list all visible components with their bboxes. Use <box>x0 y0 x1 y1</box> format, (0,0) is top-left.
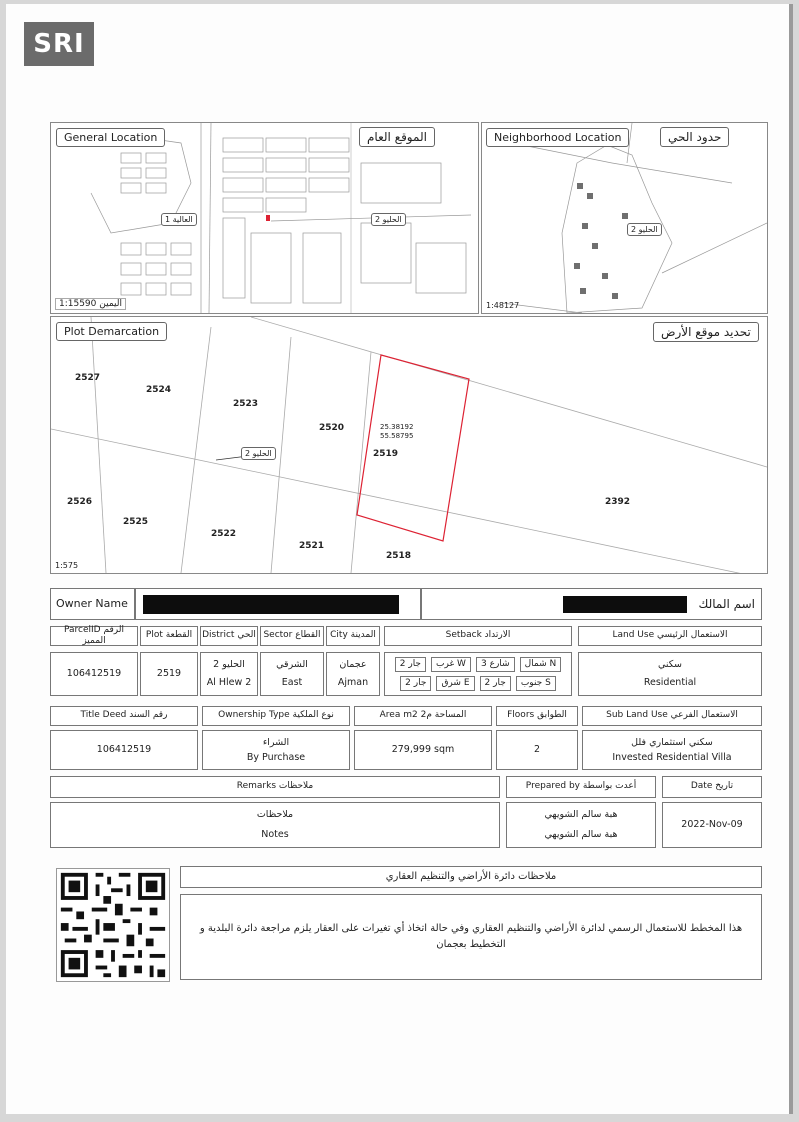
plot-number: 2522 <box>211 529 237 539</box>
plot-number: 2527 <box>75 373 101 383</box>
sector-value: الشرقي East <box>260 652 324 696</box>
land-use-header: Land Use الاستعمال الرئيسي <box>578 626 762 646</box>
qr-code-pattern <box>57 869 169 981</box>
setback-value <box>384 652 572 696</box>
title-deed-header: Title Deed رقم السند <box>50 706 198 726</box>
setback-north: شمال N <box>520 657 562 672</box>
neighborhood-area-label: الحليو 2 <box>627 223 662 236</box>
plot-number: 2523 <box>233 399 259 409</box>
general-location-label: General Location <box>56 128 165 147</box>
prepared-by-header: Prepared by أعدت بواسطة <box>506 776 656 798</box>
parcel-id-value: 106412519 <box>50 652 138 696</box>
brand-logo: SRI <box>24 22 94 66</box>
setback-south-neighbor: جار 2 <box>480 676 511 691</box>
setback-north-street: شارع 3 <box>476 657 515 672</box>
plot-area-label: الحليو 2 <box>241 447 276 460</box>
plot-number: 2520 <box>319 423 345 433</box>
location-marker <box>266 215 270 221</box>
district-value: الحليو 2 Al Hlew 2 <box>200 652 258 696</box>
plot-demarcation-label: Plot Demarcation <box>56 322 167 341</box>
ownership-value: الشراء By Purchase <box>202 730 350 770</box>
date-value: 2022-Nov-09 <box>662 802 762 848</box>
setback-header: Setback الارتداد <box>384 626 572 646</box>
remarks-value: ملاحظات Notes <box>50 802 500 848</box>
plot-value: 2519 <box>140 652 198 696</box>
neighborhood-drawing <box>482 123 767 313</box>
owner-name-label: Owner Name <box>50 588 135 620</box>
qr-code <box>56 868 170 982</box>
document-sheet <box>6 4 793 1114</box>
district-header: District الحي <box>200 626 258 646</box>
plot-number: 2392 <box>605 497 631 507</box>
plot-demarcation-map <box>50 316 768 574</box>
floors-header: Floors الطوابق <box>496 706 578 726</box>
title-deed-value: 106412519 <box>50 730 198 770</box>
department-notes-text: هذا المخطط للاستعمال الرسمي لدائرة الأراضي والتنظيم العقاري وفي حالة اتخاذ أي تغيرات على العقار يلزم مراجعة دائرة البلدية و التخطيط بعجمان <box>180 894 762 980</box>
map-area-label-2: العالية 1 <box>161 213 197 226</box>
setback-east-neighbor: جار 2 <box>400 676 431 691</box>
floors-value: 2 <box>496 730 578 770</box>
plot-number: 2526 <box>67 497 93 507</box>
redaction-bar <box>143 595 399 614</box>
setback-east: شرق E <box>436 676 474 691</box>
plot-number: 2525 <box>123 517 149 527</box>
plot-drawing <box>51 317 767 573</box>
parcel-id-header: ParcelID الرقم المميز <box>50 626 138 646</box>
owner-name-label-ar: اسم المالك <box>421 588 762 620</box>
area-value: 279,999 sqm <box>354 730 492 770</box>
neighborhood-label-ar: حدود الحي <box>660 127 729 147</box>
general-location-drawing <box>51 123 478 313</box>
date-header: Date تاريخ <box>662 776 762 798</box>
plot-number: 2519 <box>373 449 399 459</box>
redaction-bar <box>563 596 687 613</box>
plot-coordinates: 25.38192 55.58795 <box>380 423 414 441</box>
neighborhood-map <box>481 122 768 314</box>
sector-header: Sector القطاع <box>260 626 324 646</box>
sub-land-use-header: Sub Land Use الاستعمال الفرعي <box>582 706 762 726</box>
ownership-header: Ownership Type نوع الملكية <box>202 706 350 726</box>
city-value: عجمان Ajman <box>326 652 380 696</box>
city-header: City المدينة <box>326 626 380 646</box>
prepared-by-value: هبة سالم الشويهي هبة سالم الشويهي <box>506 802 656 848</box>
plot-scale: 1:575 <box>55 561 79 570</box>
plot-number: 2518 <box>386 551 412 561</box>
general-location-label-ar: الموقع العام <box>359 127 435 147</box>
neighborhood-location-label: Neighborhood Location <box>486 128 629 147</box>
remarks-header: Remarks ملاحظات <box>50 776 500 798</box>
department-notes-title: ملاحظات دائرة الأراضي والتنظيم العقاري <box>180 866 762 888</box>
setback-west: غرب W <box>431 657 471 672</box>
land-use-value: سكني Residential <box>578 652 762 696</box>
map-area-label: الحليو 2 <box>371 213 406 226</box>
sub-land-use-value: سكني استثماري فلل Invested Residential Villa <box>582 730 762 770</box>
area-header: Area m2 المساحة م2 <box>354 706 492 726</box>
neighborhood-scale: 1:48127 <box>486 301 520 310</box>
plot-header: Plot القطعة <box>140 626 198 646</box>
map-scale: 1:15590 اليمين <box>55 298 126 310</box>
general-location-map <box>50 122 479 314</box>
plot-demarcation-label-ar: تحديد موقع الأرض <box>653 322 759 342</box>
plot-number: 2521 <box>299 541 325 551</box>
plot-number: 2524 <box>146 385 172 395</box>
setback-south: جنوب S <box>516 676 556 691</box>
setback-west-neighbor: جار 2 <box>395 657 426 672</box>
